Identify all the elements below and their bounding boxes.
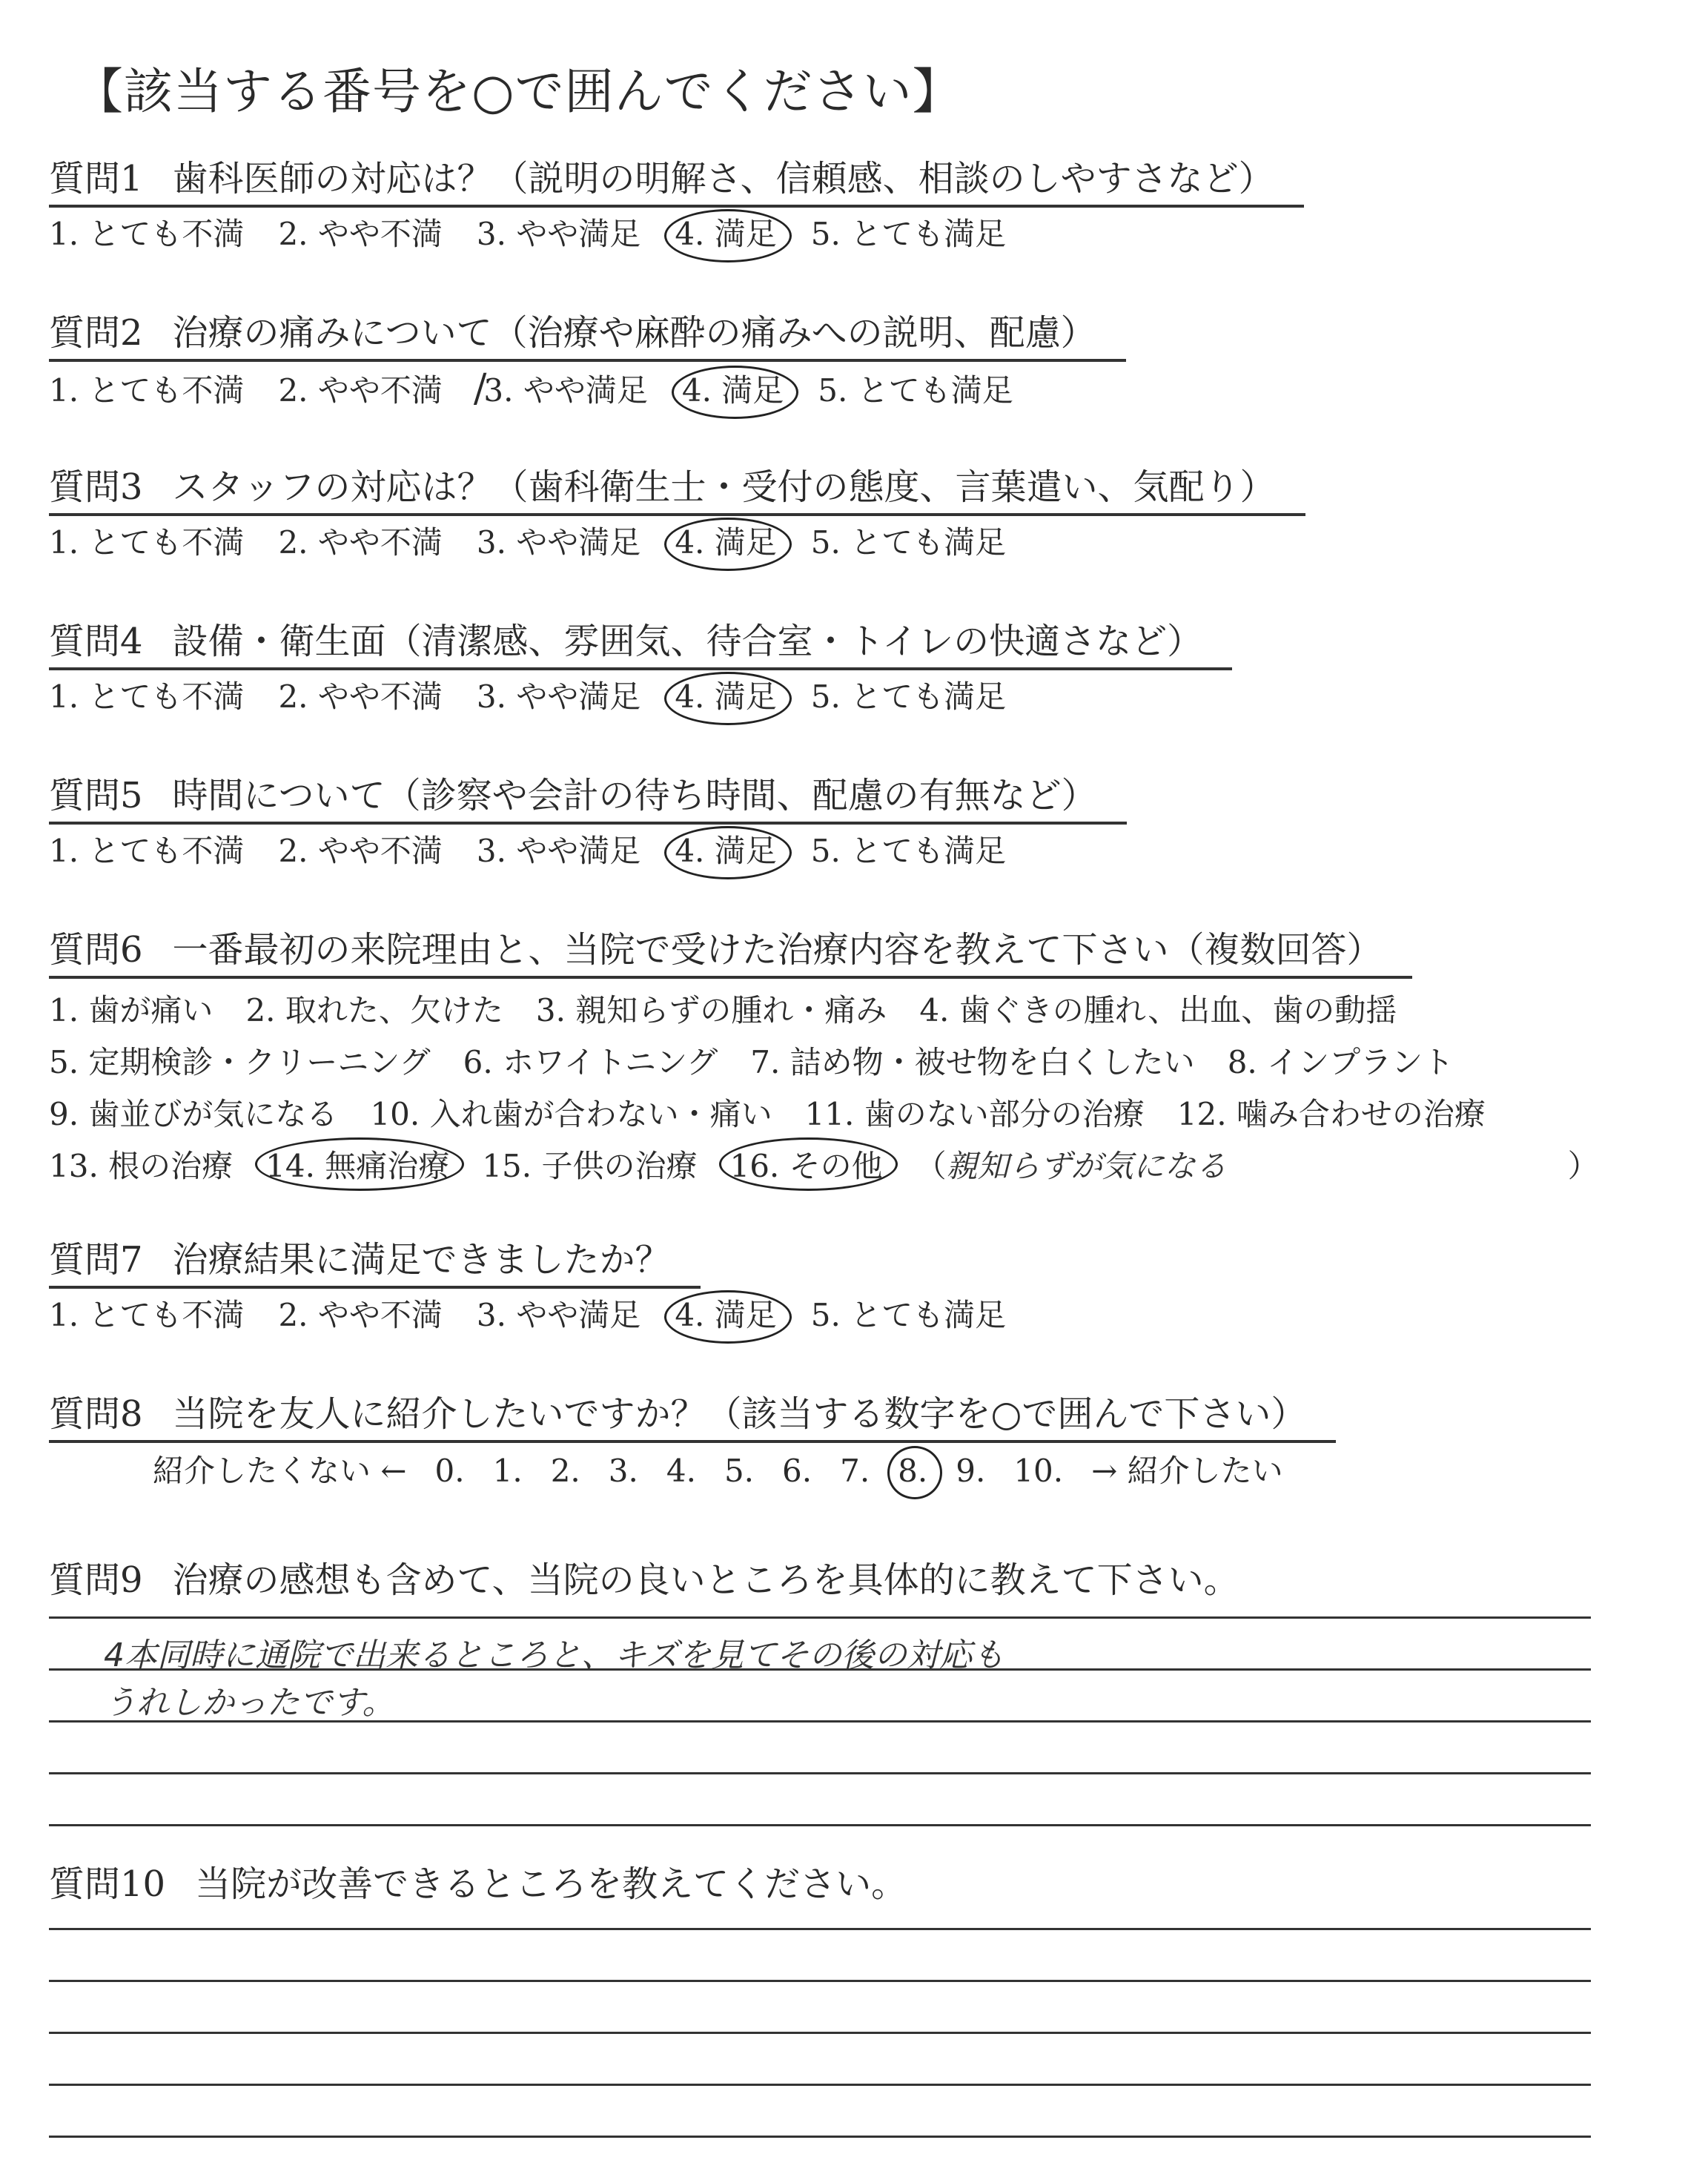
answer-line xyxy=(49,1720,1591,1723)
option-row xyxy=(49,1037,1599,1089)
option-1[interactable]: 1. とても不満 xyxy=(49,833,245,869)
option-5[interactable]: 5. とても満足 xyxy=(810,833,1007,869)
scale-6[interactable]: 6. xyxy=(782,1453,812,1489)
strike-mark-icon: / xyxy=(473,366,487,411)
option-grid xyxy=(49,985,1599,1192)
option-5[interactable]: 5. とても満足 xyxy=(810,524,1007,561)
option-row xyxy=(49,675,1232,719)
option-3[interactable]: 3. やや満足 xyxy=(476,1297,641,1333)
option-3[interactable]: 3. 親知らずの腫れ・痛み xyxy=(535,992,887,1028)
option-5[interactable]: 5. 定期検診・クリーニング xyxy=(49,1044,431,1080)
option-14-selected[interactable]: 14. 無痛治療 xyxy=(265,1140,449,1192)
option-15[interactable]: 15. 子供の治療 xyxy=(482,1148,698,1184)
option-8[interactable]: 8. インプラント xyxy=(1227,1044,1454,1080)
question-label: 質問8 xyxy=(49,1393,143,1435)
close-paren: ） xyxy=(1567,1148,1599,1184)
page-title: 【該当する番号を○で囲んでください】 xyxy=(74,63,962,120)
option-row xyxy=(49,829,1127,873)
question-label: 質問4 xyxy=(49,621,143,662)
question-label: 質問7 xyxy=(49,1239,143,1281)
question-label: 質問2 xyxy=(49,312,143,354)
option-5[interactable]: 5. とても満足 xyxy=(810,216,1007,252)
scale-right-label: → 紹介したい xyxy=(1091,1453,1283,1489)
answer-line xyxy=(49,1980,1591,1982)
scale-0[interactable]: 0. xyxy=(434,1453,465,1489)
option-4-selected[interactable]: 4. 満足 xyxy=(675,521,776,565)
scale-3[interactable]: 3. xyxy=(608,1453,638,1489)
option-13[interactable]: 13. 根の治療 xyxy=(49,1148,234,1184)
option-3[interactable]: 3. やや満足 xyxy=(476,678,641,715)
scale-7[interactable]: 7. xyxy=(840,1453,870,1489)
question-text: 治療の痛みについて（治療や麻酔の痛みへの説明、配慮） xyxy=(172,312,1096,354)
answer-line xyxy=(49,1668,1591,1671)
answer-line xyxy=(49,2032,1591,2034)
question-label: 質問9 xyxy=(49,1559,143,1601)
option-1[interactable]: 1. とても不満 xyxy=(49,216,245,252)
question-heading xyxy=(49,156,1304,208)
question-text: 歯科医師の対応は？（説明の明解さ、信頼感、相談のしやすさなど） xyxy=(172,158,1274,199)
scale-4[interactable]: 4. xyxy=(666,1453,696,1489)
option-1[interactable]: 1. とても不満 xyxy=(49,524,245,561)
question-4 xyxy=(49,618,1232,719)
question-label: 質問3 xyxy=(49,466,143,508)
question-text: 設備・衛生面（清潔感、雰囲気、待合室・トイレの快適さなど） xyxy=(172,621,1203,662)
option-4-selected[interactable]: 4. 満足 xyxy=(675,675,776,719)
scale-left-label: 紹介したくない ← xyxy=(153,1453,407,1489)
scale-2[interactable]: 2. xyxy=(550,1453,580,1489)
question-text: 時間について（診察や会計の待ち時間、配慮の有無など） xyxy=(172,775,1097,816)
question-9 xyxy=(49,1557,1239,1603)
option-4-selected[interactable]: 4. 満足 xyxy=(675,1293,776,1338)
option-3[interactable]: 3. やや満足 xyxy=(476,833,641,869)
option-11[interactable]: 11. 歯のない部分の治療 xyxy=(804,1096,1145,1132)
scale-8-selected[interactable]: 8. xyxy=(898,1449,927,1493)
option-2[interactable]: 2. やや不満 xyxy=(278,372,443,409)
question-heading xyxy=(49,464,1305,516)
question-heading xyxy=(49,927,1412,979)
question-label: 質問10 xyxy=(49,1863,166,1905)
question-text: 一番最初の来院理由と、当院で受けた治療内容を教えて下さい（複数回答） xyxy=(172,929,1383,971)
answer-line xyxy=(49,1772,1591,1774)
option-2[interactable]: 2. やや不満 xyxy=(278,678,443,715)
option-3-crossed[interactable]: 3. やや満足 xyxy=(483,372,648,409)
question-1 xyxy=(49,156,1304,257)
option-4-selected[interactable]: 4. 満足 xyxy=(682,369,784,413)
question-2 xyxy=(49,310,1126,413)
scale-9[interactable]: 9. xyxy=(956,1453,986,1489)
option-2[interactable]: 2. やや不満 xyxy=(278,1297,443,1333)
option-2[interactable]: 2. やや不満 xyxy=(278,524,443,561)
option-7[interactable]: 7. 詰め物・被せ物を白くしたい xyxy=(750,1044,1195,1080)
recommend-scale xyxy=(49,1449,1336,1493)
option-4-selected[interactable]: 4. 満足 xyxy=(675,212,776,257)
question-heading xyxy=(49,618,1232,670)
question-label: 質問6 xyxy=(49,929,143,971)
question-6 xyxy=(49,927,1599,1192)
option-5[interactable]: 5. とても満足 xyxy=(810,1297,1007,1333)
option-1[interactable]: 1. 歯が痛い xyxy=(49,992,214,1028)
question-heading xyxy=(49,1391,1336,1443)
question-text: 当院が改善できるところを教えてください。 xyxy=(195,1863,907,1905)
question-heading xyxy=(49,773,1127,825)
answer-line xyxy=(49,1928,1591,1930)
answer-line xyxy=(49,2084,1591,2086)
question-8 xyxy=(49,1391,1336,1493)
option-row xyxy=(49,366,1126,413)
option-1[interactable]: 1. とても不満 xyxy=(49,678,245,715)
option-9[interactable]: 9. 歯並びが気になる xyxy=(49,1096,338,1132)
question-text: 治療の感想も含めて、当院の良いところを具体的に教えて下さい。 xyxy=(172,1559,1239,1601)
option-2[interactable]: 2. やや不満 xyxy=(278,833,443,869)
q9-answer-line-1[interactable]: 4本同時に通院で出来るところと、キズを見てその後の対応も xyxy=(104,1636,1005,1674)
open-paren: （ xyxy=(915,1148,947,1184)
question-text: 治療結果に満足できましたか？ xyxy=(172,1239,671,1281)
option-3[interactable]: 3. やや満足 xyxy=(476,524,641,561)
answer-line xyxy=(49,1824,1591,1826)
question-10 xyxy=(49,1861,907,1907)
question-heading xyxy=(49,1557,1239,1603)
scale-1[interactable]: 1. xyxy=(492,1453,523,1489)
option-16-selected[interactable]: 16. その他 xyxy=(729,1140,882,1192)
other-answer xyxy=(916,1140,1599,1192)
answer-line xyxy=(49,1616,1591,1619)
option-6[interactable]: 6. ホワイトニング xyxy=(463,1044,718,1080)
option-4-selected[interactable]: 4. 満足 xyxy=(675,829,776,873)
option-5[interactable]: 5. とても満足 xyxy=(810,678,1007,715)
scale-10[interactable]: 10. xyxy=(1013,1453,1064,1489)
option-row xyxy=(49,1293,1040,1338)
scale-5[interactable]: 5. xyxy=(724,1453,755,1489)
question-7 xyxy=(49,1237,1040,1338)
option-2[interactable]: 2. 取れた、欠けた xyxy=(245,992,503,1028)
option-1[interactable]: 1. とても不満 xyxy=(49,372,245,409)
option-row xyxy=(49,521,1305,565)
question-5 xyxy=(49,773,1127,873)
question-heading xyxy=(49,1861,907,1907)
question-3 xyxy=(49,464,1305,565)
q9-answer-line-2[interactable]: うれしかったです。 xyxy=(104,1684,395,1722)
option-3[interactable]: 3. やや満足 xyxy=(476,216,641,252)
question-heading xyxy=(49,1237,701,1289)
question-text: スタッフの対応は？（歯科衛生士・受付の態度、言葉遣い、気配り） xyxy=(172,466,1276,508)
option-4[interactable]: 4. 歯ぐきの腫れ、出血、歯の動揺 xyxy=(919,992,1397,1028)
question-label: 質問5 xyxy=(49,775,143,816)
question-text: 当院を友人に紹介したいですか？（該当する数字を○で囲んで下さい） xyxy=(172,1393,1307,1435)
question-label: 質問1 xyxy=(49,158,143,199)
option-1[interactable]: 1. とても不満 xyxy=(49,1297,245,1333)
answer-line xyxy=(49,2136,1591,2138)
other-answer-text[interactable]: 親知らずが気になる xyxy=(946,1148,1227,1184)
option-5[interactable]: 5. とても満足 xyxy=(818,372,1013,409)
option-row xyxy=(49,985,1599,1037)
question-heading xyxy=(49,310,1126,362)
option-10[interactable]: 10. 入れ歯が合わない・痛い xyxy=(370,1096,772,1132)
option-row xyxy=(49,1140,1599,1192)
option-row xyxy=(49,212,1304,257)
option-12[interactable]: 12. 噛み合わせの治療 xyxy=(1176,1096,1486,1132)
option-row xyxy=(49,1089,1599,1140)
option-2[interactable]: 2. やや不満 xyxy=(278,216,443,252)
